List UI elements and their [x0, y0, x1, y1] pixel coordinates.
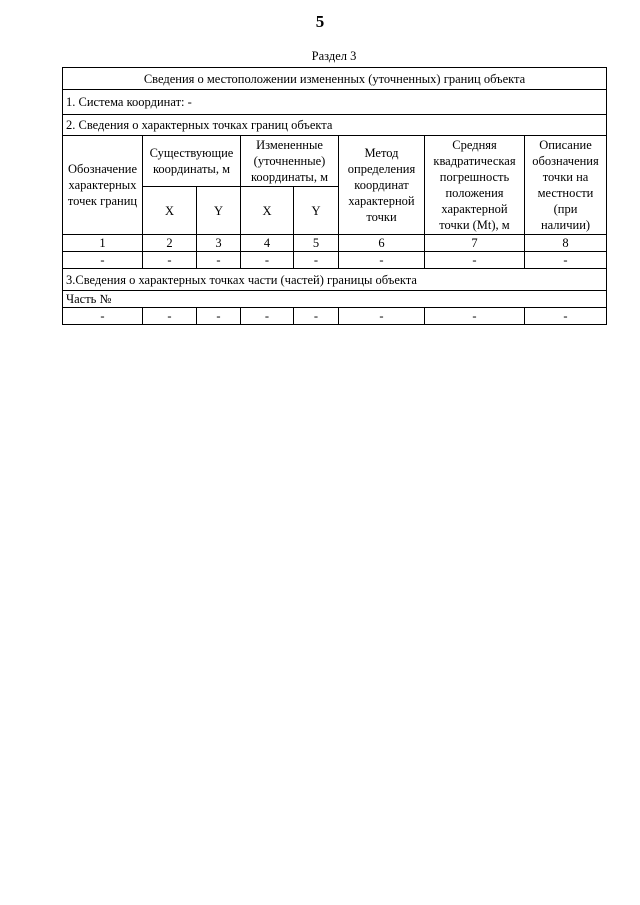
table-row [63, 308, 607, 325]
header-row-top [63, 136, 607, 187]
header-existing-coords: Существующие координаты, м [143, 136, 241, 187]
column-number: 6 [339, 235, 425, 252]
table-title-row [63, 68, 607, 90]
header-method: Метод определения координат характерной точки [339, 136, 425, 235]
table-cell: - [143, 252, 197, 269]
column-number: 8 [525, 235, 607, 252]
table-row [63, 252, 607, 269]
header-changed-y: Y [294, 187, 339, 235]
header-error: Средняя квадратическая погрешность положения характерной точки (Mt), м [425, 136, 525, 235]
column-numbers-row [63, 235, 607, 252]
header-changed-coords: Измененные (уточненные) координаты, м [241, 136, 339, 187]
column-number: 1 [63, 235, 143, 252]
column-number: 4 [241, 235, 294, 252]
parts-heading: 3.Сведения о характерных точках части (частей) границы объекта [63, 269, 607, 291]
boundary-points-table [62, 67, 607, 325]
header-changed-x: X [241, 187, 294, 235]
page-number: 5 [315, 12, 325, 31]
column-number: 2 [143, 235, 197, 252]
header-existing-x: X [143, 187, 197, 235]
column-number: 3 [197, 235, 241, 252]
table-cell: - [525, 308, 607, 325]
table-cell: - [143, 308, 197, 325]
section-title: Раздел 3 [311, 49, 357, 63]
table-cell: - [63, 252, 143, 269]
coord-system-row [63, 90, 607, 115]
parts-heading-row [63, 269, 607, 291]
header-description: Описание обозначения точки на местности (при наличии) [525, 136, 607, 235]
table-cell: - [241, 252, 294, 269]
table-cell: - [63, 308, 143, 325]
table-cell: - [339, 252, 425, 269]
table-cell: - [294, 252, 339, 269]
table-cell: - [425, 252, 525, 269]
table-cell: - [197, 308, 241, 325]
table-cell: - [241, 308, 294, 325]
part-label-row [63, 291, 607, 308]
table-title: Сведения о местоположении измененных (уточненных) границ объекта [63, 68, 607, 90]
points-heading-row [63, 115, 607, 136]
table-cell: - [294, 308, 339, 325]
table-cell: - [197, 252, 241, 269]
coord-system: 1. Система координат: - [63, 90, 607, 115]
column-number: 5 [294, 235, 339, 252]
header-existing-y: Y [197, 187, 241, 235]
header-designation: Обозначение характерных точек границ [63, 136, 143, 235]
points-heading: 2. Сведения о характерных точках границ объекта [63, 115, 607, 136]
column-number: 7 [425, 235, 525, 252]
table-cell: - [339, 308, 425, 325]
part-label: Часть № [63, 291, 607, 308]
table-cell: - [425, 308, 525, 325]
table-cell: - [525, 252, 607, 269]
